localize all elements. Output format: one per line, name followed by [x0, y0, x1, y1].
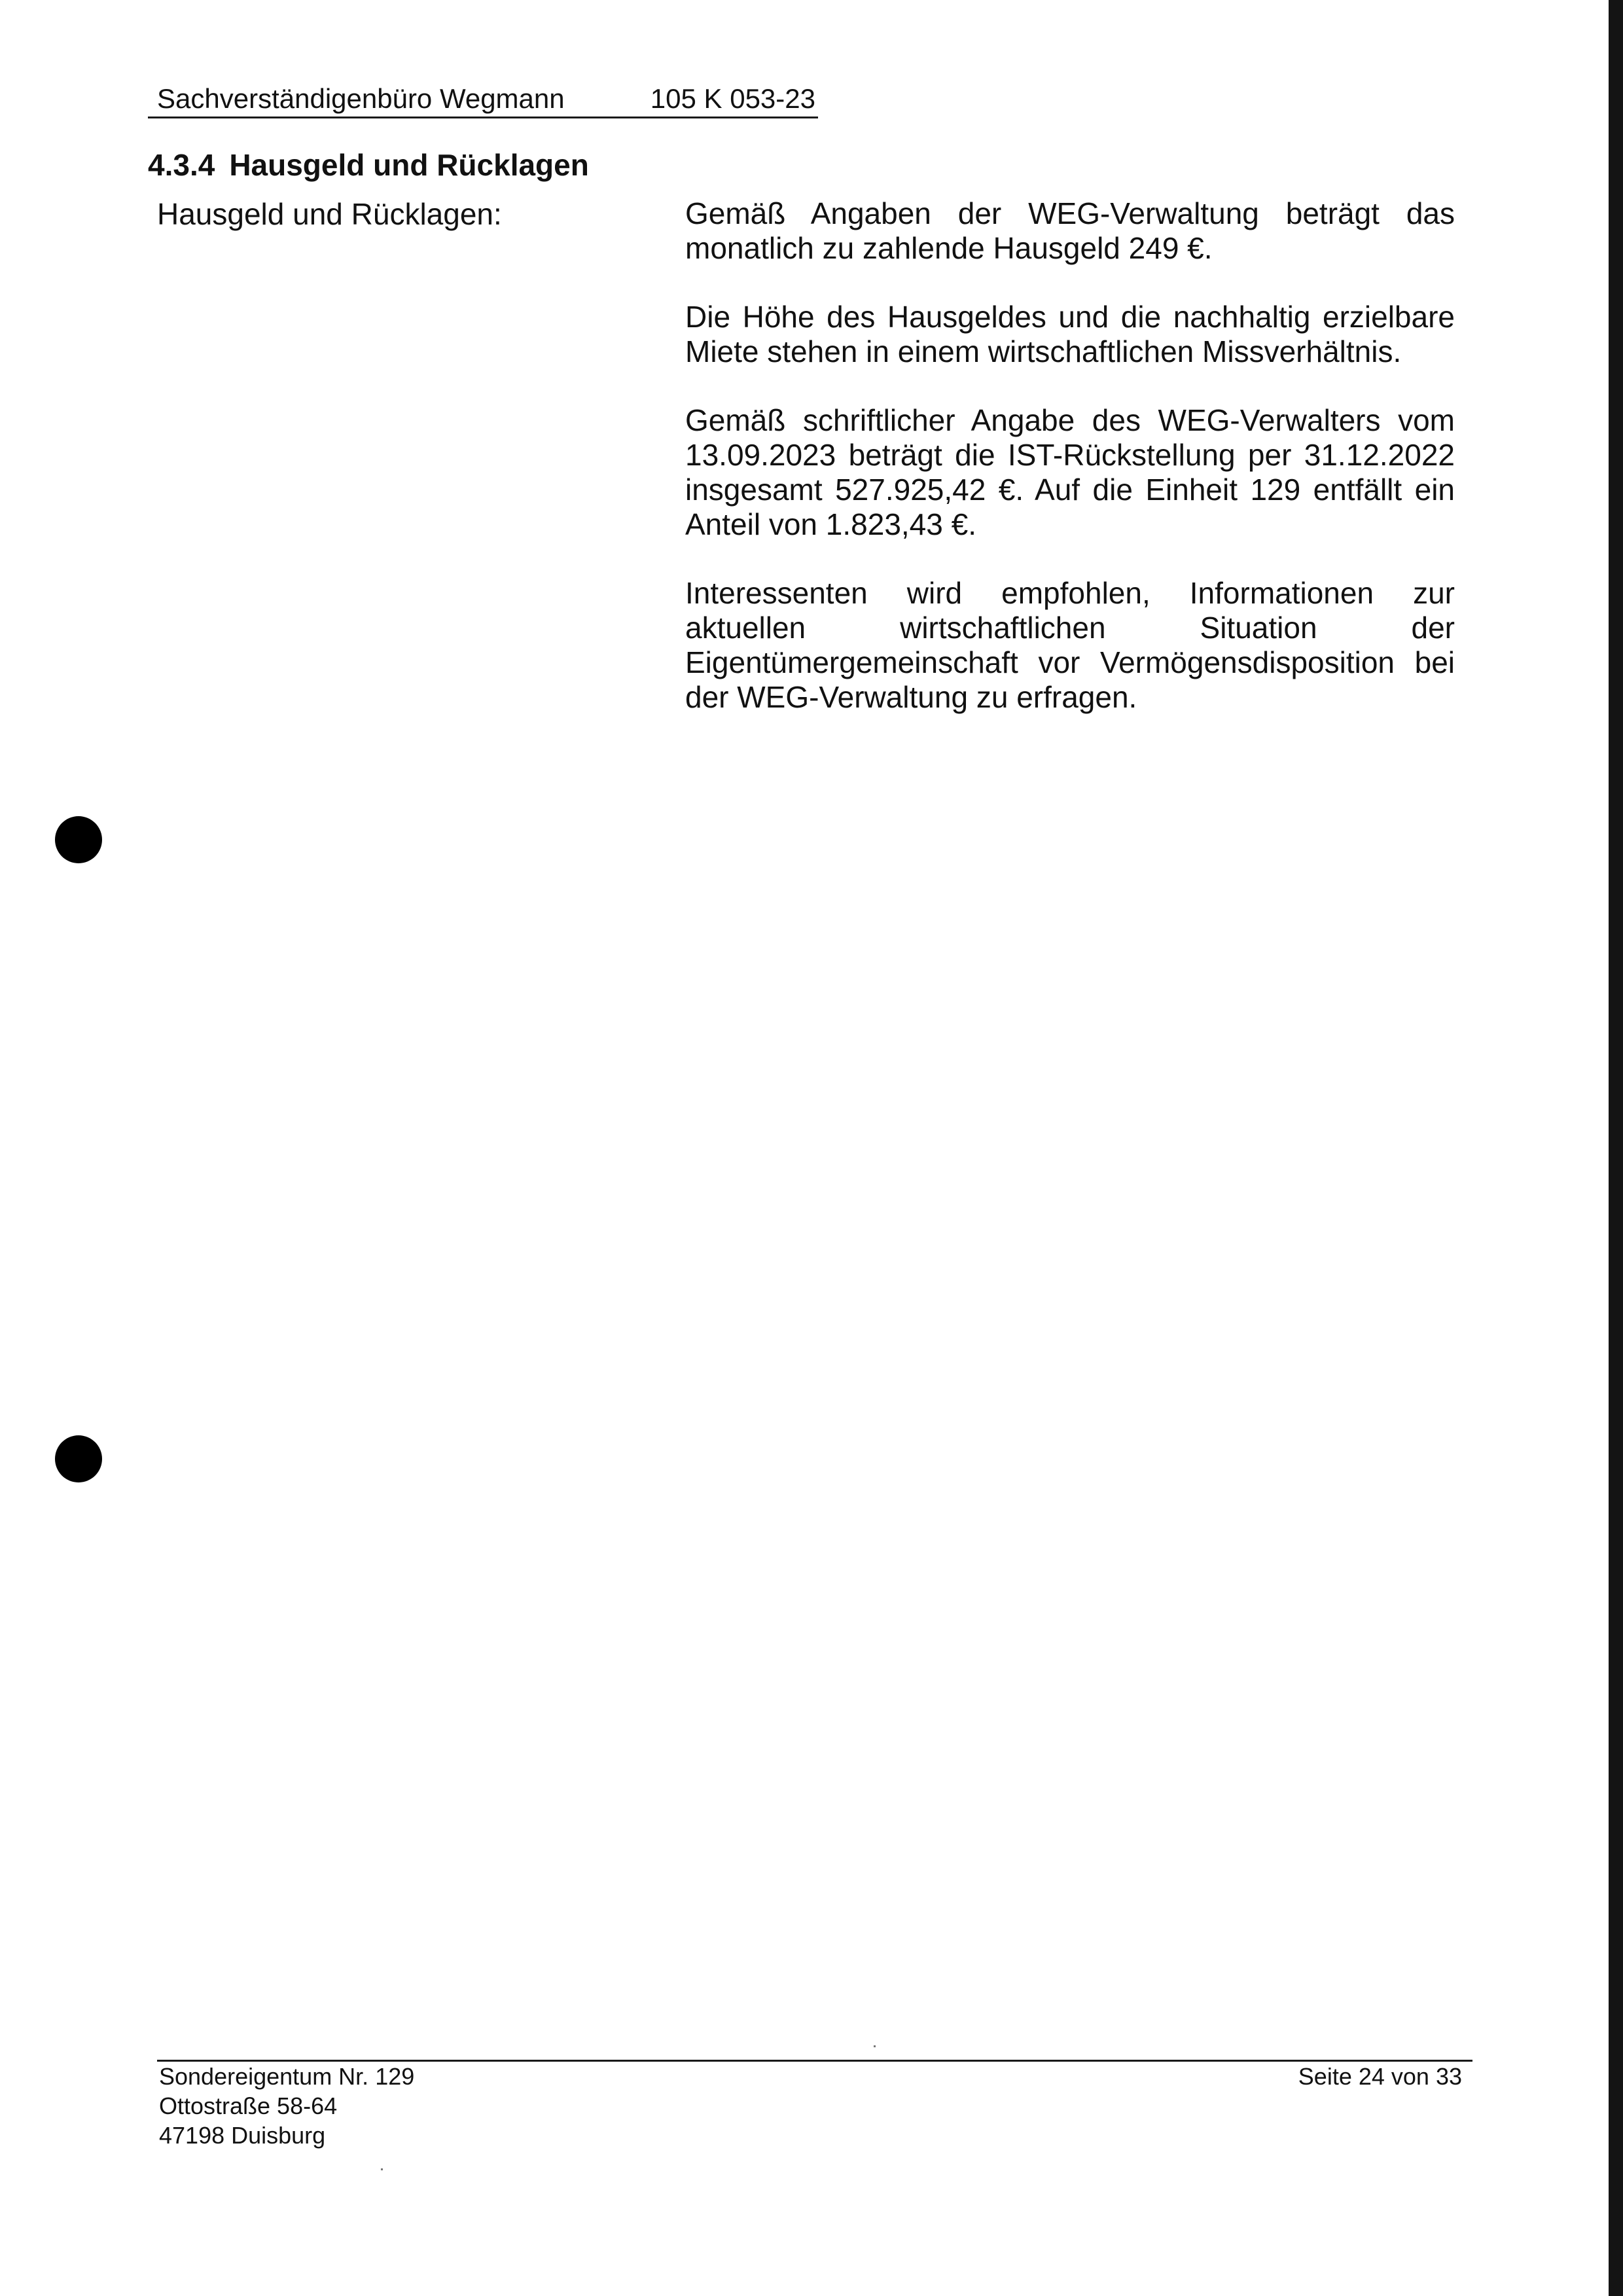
footer-address: [159, 2062, 414, 2150]
punch-hole-lower: [55, 1435, 102, 1482]
header-doc-number: 105 K 053-23: [650, 83, 815, 114]
footer-address-line: 47198 Duisburg: [159, 2122, 326, 2149]
header-office-name: Sachverständigenbüro Wegmann: [157, 83, 565, 114]
section-heading: [148, 145, 589, 185]
scan-speck: [381, 2168, 383, 2170]
paragraph-empfehlung: Interessenten wird empfohlen, Informationen zur aktuellen wirtschaftlichen Situation der Eigentümergemeinschaft vor Vermögensdisposition bei der WEG-Verwaltung zu erfragen.: [685, 576, 1455, 714]
footer-address-line: Ottostraße 58-64: [159, 2092, 338, 2119]
paragraph-hausgeld: Gemäß Angaben der WEG-Verwaltung beträgt das monatlich zu zahlende Hausgeld 249 €.: [685, 196, 1455, 265]
paragraph-missverhaeltnis: Die Höhe des Hausgeldes und die nachhaltig erzielbare Miete stehen in einem wirtschaftlichen Missverhältnis.: [685, 300, 1455, 368]
row-label: Hausgeld und Rücklagen:: [157, 197, 502, 231]
page-footer: [157, 2060, 1472, 2153]
page-number: Seite 24 von 33: [1298, 2063, 1462, 2090]
punch-hole-upper: [55, 816, 102, 863]
footer-address-line: Sondereigentum Nr. 129: [159, 2063, 415, 2090]
section-number: 4.3.4: [148, 148, 215, 182]
paragraph-rueckstellung: Gemäß schriftlicher Angabe des WEG-Verwalters vom 13.09.2023 beträgt die IST-Rückstellung per 31.12.2022 insgesamt 527.925,42 €. Auf die Einheit 129 entfällt ein Anteil von 1.823,43 €.: [685, 403, 1455, 541]
page-header: [148, 84, 818, 118]
scan-speck: [874, 2045, 876, 2047]
section-title: Hausgeld und Rücklagen: [229, 148, 589, 182]
section-body: [685, 196, 1455, 749]
scan-edge-bar: [1609, 0, 1623, 2296]
